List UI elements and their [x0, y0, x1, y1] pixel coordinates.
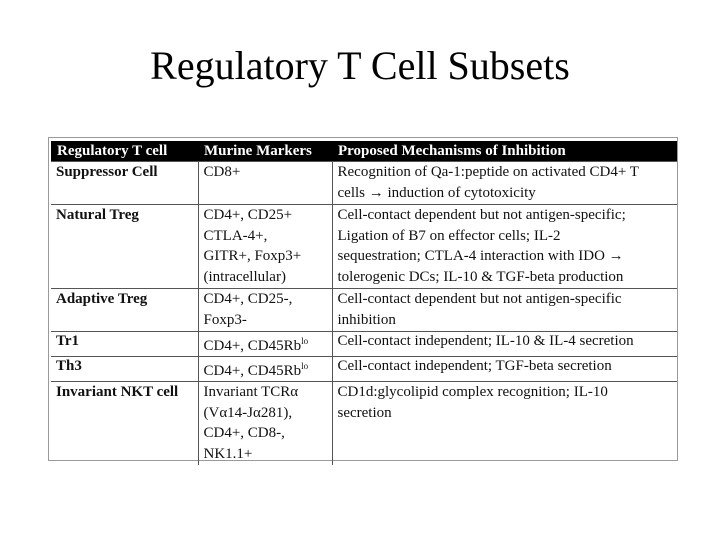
markers-line: CTLA-4+, [203, 227, 268, 244]
mechanism-line: inhibition [337, 311, 396, 328]
mechanism-line: Cell-contact dependent but not antigen-specific [337, 291, 622, 307]
cell-markers [198, 382, 332, 466]
column-header-mechanisms: Proposed Mechanisms of Inhibition [332, 141, 677, 162]
superscript-lo: lo [301, 361, 309, 371]
table-row [51, 289, 677, 332]
markers-line: Foxp3- [203, 311, 247, 328]
column-header-regulatory-t-cell: Regulatory T cell [51, 141, 198, 162]
markers-line: CD4+, $CD45Rb^{lo}$ [203, 336, 309, 354]
markers-line: NK1.1+ [203, 445, 253, 462]
cell-markers [198, 357, 332, 382]
table-row [51, 357, 677, 382]
mechanism-line: Cell-contact independent; IL-10 & IL-4 secretion [337, 333, 634, 349]
table-row [51, 205, 677, 289]
cell-mechanism [332, 332, 677, 357]
cell-name: Invariant NKT cell [51, 382, 198, 466]
markers-line: CD4+, CD25-, [203, 291, 293, 307]
data-table [51, 141, 677, 465]
slide-title: Regulatory T Cell Subsets [150, 43, 570, 88]
cell-mechanism [332, 382, 677, 466]
cell-name: Natural Treg [51, 205, 198, 289]
markers-line: GITR+, Foxp3+ [203, 248, 302, 264]
regulatory-t-cell-table [48, 137, 678, 461]
markers-line: (intracellular) [203, 268, 286, 285]
cell-markers [198, 162, 332, 205]
markers-line: (Vα14-Jα281), [203, 404, 293, 421]
table-row [51, 332, 677, 357]
markers-line: Invariant TCRα [203, 384, 299, 400]
mechanism-line: secretion [337, 404, 392, 421]
table-row [51, 162, 677, 205]
table-row [51, 382, 677, 466]
cell-name: Tr1 [51, 332, 198, 357]
table-header-row [51, 141, 677, 162]
mechanism-line: Recognition of Qa-1:peptide on activated CD4+ T [337, 164, 639, 180]
cell-markers [198, 289, 332, 332]
cell-name: Adaptive Treg [51, 289, 198, 332]
cell-mechanism [332, 205, 677, 289]
mechanism-line: sequestration; CTLA-4 interaction with IDO → [337, 248, 624, 264]
mechanism-line: cells → induction of cytotoxicity [337, 184, 536, 201]
cell-name: Suppressor Cell [51, 162, 198, 205]
column-header-murine-markers: Murine Markers [198, 141, 332, 162]
mechanism-line: Ligation of B7 on effector cells; IL-2 [337, 227, 561, 244]
mechanism-line: Cell-contact independent; TGF-beta secretion [337, 358, 612, 374]
mechanism-line: tolerogenic DCs; IL-10 & TGF-beta production [337, 268, 624, 285]
markers-line: CD8+ [203, 164, 241, 180]
cell-mechanism [332, 162, 677, 205]
markers-line: CD4+, CD8-, [203, 425, 285, 441]
cell-mechanism [332, 289, 677, 332]
cell-markers [198, 332, 332, 357]
mechanism-line: CD1d:glycolipid complex recognition; IL-10 [337, 384, 608, 400]
markers-line: CD4+, CD25+ [203, 207, 293, 223]
mechanism-line: Cell-contact dependent but not antigen-specific; [337, 207, 626, 223]
cell-mechanism [332, 357, 677, 382]
cell-markers [198, 205, 332, 289]
cell-name: Th3 [51, 357, 198, 382]
superscript-lo: lo [301, 336, 309, 346]
markers-line: CD4+, $CD45Rb^{lo}$ [203, 361, 309, 379]
